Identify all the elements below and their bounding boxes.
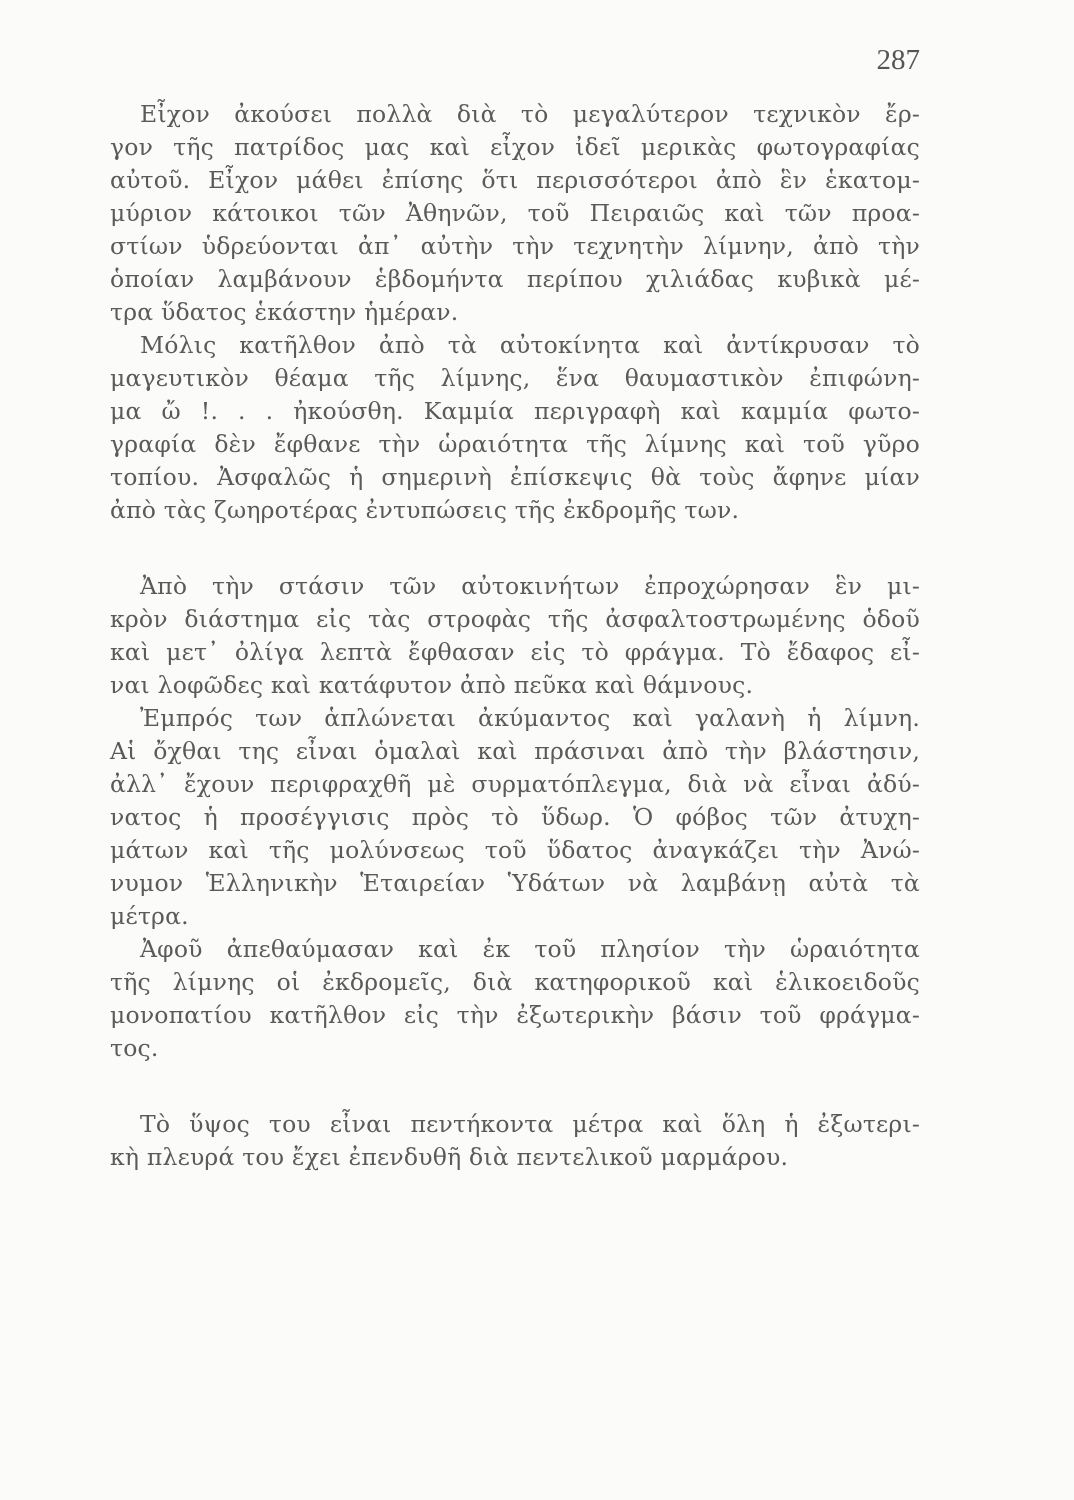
- text-line: Μόλις κατῆλθον ἀπὸ τὰ αὐτοκίνητα καὶ ἀντίκρυσαν τὸ: [140, 331, 920, 359]
- text-line: γραφία δὲν ἔφθανε τὴν ὡραιότητα τῆς λίμνης καὶ τοῦ γῦρο: [110, 430, 920, 458]
- text-line: καὶ μετ᾿ ὀλίγα λεπτὰ ἔφθασαν εἰς τὸ φράγμα. Τὸ ἔδαφος εἶ-: [110, 638, 920, 666]
- body-text: [110, 98, 920, 1174]
- text-line: μαγευτικὸν θέαμα τῆς λίμνης, ἕνα θαυμαστικὸν ἐπιφώνη-: [110, 364, 920, 392]
- page-number: 287: [876, 44, 920, 76]
- text-line: νυμον Ἑλληνικὴν Ἑταιρείαν Ὑδάτων νὰ λαμβάνῃ αὐτὰ τὰ: [110, 869, 920, 897]
- text-line: Ἐμπρός των ἁπλώνεται ἀκύμαντος καὶ γαλανὴ ἡ λίμνη.: [140, 704, 920, 732]
- text-line: μονοπατίου κατῆλθον εἰς τὴν ἐξωτερικὴν βάσιν τοῦ φράγμα-: [110, 1001, 920, 1029]
- text-line: ὁποίαν λαμβάνουν ἑβδομήντα περίπου χιλιάδας κυβικὰ μέ-: [110, 265, 920, 293]
- text-line: μύριον κάτοικοι τῶν Ἀθηνῶν, τοῦ Πειραιῶς καὶ τῶν προα-: [110, 199, 920, 227]
- text-line: τος.: [110, 1034, 159, 1062]
- text-line: ναι λοφῶδες καὶ κατάφυτον ἀπὸ πεῦκα καὶ θάμνους.: [110, 671, 754, 699]
- text-line: μα ὤ !. . . ἠκούσθη. Καμμία περιγραφὴ καὶ καμμία φωτο-: [110, 397, 920, 425]
- text-line: τῆς λίμνης οἱ ἐκδρομεῖς, διὰ κατηφορικοῦ καὶ ἑλικοειδοῦς: [110, 968, 920, 996]
- paragraph: [110, 570, 920, 702]
- text-line: νατος ἡ προσέγγισις πρὸς τὸ ὕδωρ. Ὁ φόβος τῶν ἀτυχη-: [110, 803, 920, 831]
- text-line: γον τῆς πατρίδος μας καὶ εἶχον ἰδεῖ μερικὰς φωτογραφίας: [110, 133, 920, 161]
- text-line: κρὸν διάστημα εἰς τὰς στροφὰς τῆς ἀσφαλτοστρωμένης ὁδοῦ: [110, 605, 920, 633]
- text-line: κὴ πλευρά του ἔχει ἐπενδυθῆ διὰ πεντελικοῦ μαρμάρου.: [110, 1143, 789, 1171]
- paragraph-gap: [110, 527, 920, 570]
- paragraph: [110, 1108, 920, 1174]
- text-line: Εἶχον ἀκούσει πολλὰ διὰ τὸ μεγαλύτερον τεχνικὸν ἔρ-: [140, 100, 920, 128]
- text-line: Ἀφοῦ ἀπεθαύμασαν καὶ ἐκ τοῦ πλησίον τὴν ὡραιότητα: [140, 935, 920, 963]
- text-line: τρα ὕδατος ἑκάστην ἡμέραν.: [110, 298, 459, 326]
- text-line: ἀλλ᾿ ἔχουν περιφραχθῆ μὲ συρματόπλεγμα, διὰ νὰ εἶναι ἀδύ-: [110, 770, 920, 798]
- text-line: Ἀπὸ τὴν στάσιν τῶν αὐτοκινήτων ἐπροχώρησαν ἓν μι-: [140, 572, 920, 600]
- text-line: μάτων καὶ τῆς μολύνσεως τοῦ ὕδατος ἀναγκάζει τὴν Ἀνώ-: [110, 836, 920, 864]
- text-line: μέτρα.: [110, 902, 189, 930]
- text-line: Αἱ ὄχθαι της εἶναι ὁμαλαὶ καὶ πράσιναι ἀπὸ τὴν βλάστησιν,: [110, 737, 920, 765]
- text-line: ἀπὸ τὰς ζωηροτέρας ἐντυπώσεις τῆς ἐκδρομῆς των.: [110, 496, 740, 524]
- text-line: Τὸ ὕψος του εἶναι πεντήκοντα μέτρα καὶ ὅλη ἡ ἐξωτερι-: [140, 1110, 920, 1138]
- text-line: στίων ὑδρεύονται ἀπ᾿ αὐτὴν τὴν τεχνητὴν λίμνην, ἀπὸ τὴν: [110, 232, 920, 260]
- paragraph-gap: [110, 1065, 920, 1108]
- paragraph: [110, 329, 920, 527]
- text-line: αὐτοῦ. Εἶχον μάθει ἐπίσης ὅτι περισσότεροι ἀπὸ ἓν ἑκατομ-: [110, 166, 920, 194]
- text-line: τοπίου. Ἀσφαλῶς ἡ σημερινὴ ἐπίσκεψις θὰ τοὺς ἄφηνε μίαν: [110, 463, 920, 491]
- paragraph: [110, 98, 920, 329]
- paragraph: [110, 933, 920, 1065]
- paragraph: [110, 702, 920, 933]
